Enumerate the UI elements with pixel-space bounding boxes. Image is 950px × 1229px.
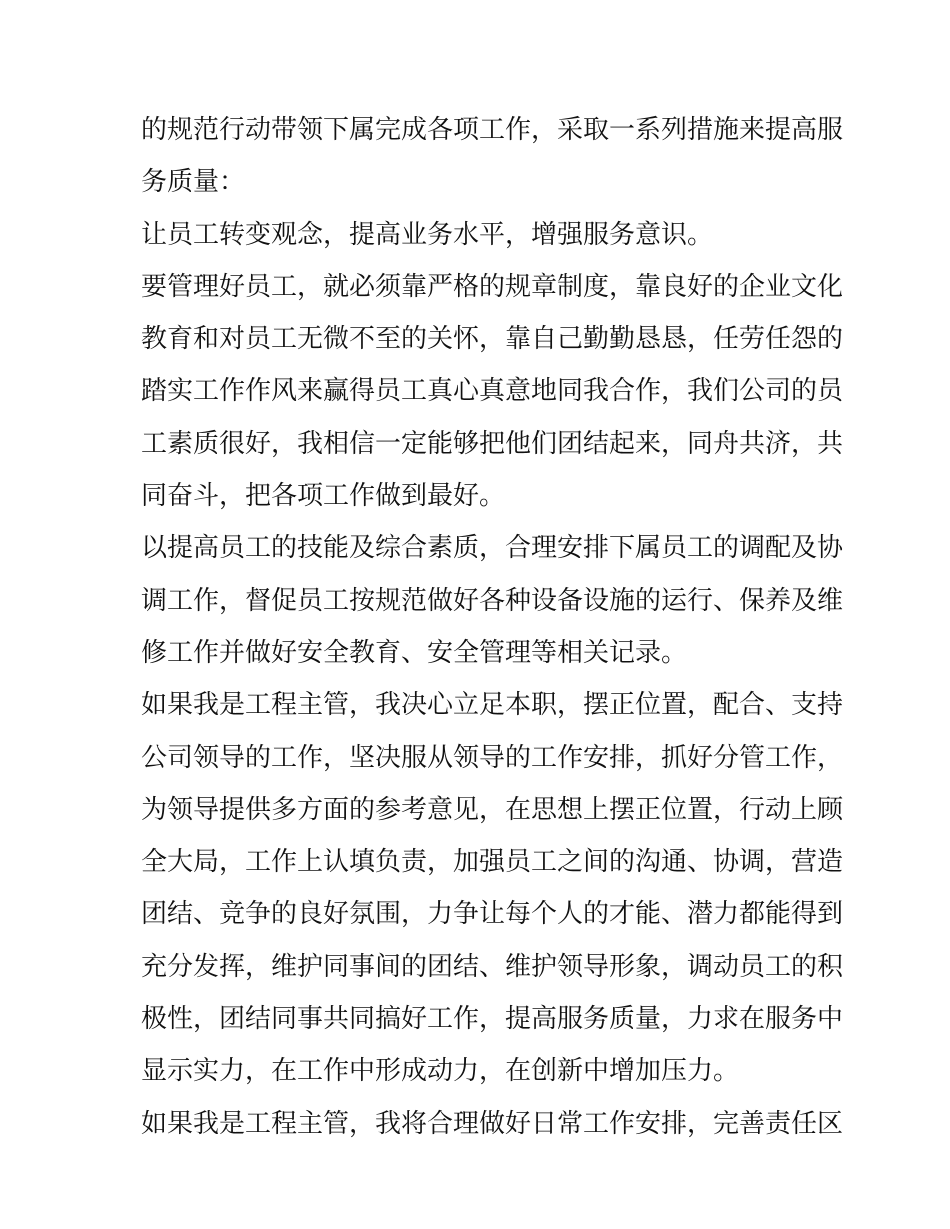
text-line: 全大局，工作上认填负责，加强员工之间的沟通、协调，营造 — [141, 847, 844, 878]
text-line: 显示实力，在工作中形成动力，在创新中增加压力。 — [141, 1056, 740, 1087]
text-line: 要管理好员工，就必须靠严格的规章制度，靠良好的企业文化 — [141, 271, 844, 302]
text-line: 如果我是工程主管，我决心立足本职，摆正位置，配合、支持 — [141, 690, 844, 721]
text-line: 如果我是工程主管，我将合理做好日常工作安排，完善责任区 — [141, 1108, 844, 1139]
text-line: 调工作，督促员工按规范做好各种设备设施的运行、保养及维 — [141, 585, 844, 616]
text-line: 团结、竞争的良好氛围，力争让每个人的才能、潜力都能得到 — [141, 899, 844, 930]
text-line: 公司领导的工作，坚决服从领导的工作安排，抓好分管工作， — [141, 742, 844, 773]
document-body — [141, 104, 844, 1150]
text-line: 踏实工作作风来赢得员工真心真意地同我合作，我们公司的员 — [141, 376, 844, 407]
text-line: 教育和对员工无微不至的关怀，靠自己勤勤恳恳，任劳任怨的 — [141, 324, 844, 355]
text-line: 为领导提供多方面的参考意见，在思想上摆正位置，行动上顾 — [141, 794, 844, 825]
text-line: 务质量： — [141, 167, 246, 198]
text-line: 同奋斗，把各项工作做到最好。 — [141, 481, 506, 512]
text-line: 以提高员工的技能及综合素质，合理安排下属员工的调配及协 — [141, 533, 844, 564]
text-line: 极性，团结同事共同搞好工作，提高服务质量，力求在服务中 — [141, 1004, 844, 1035]
text-line: 充分发挥，维护同事间的团结、维护领导形象，调动员工的积 — [141, 951, 844, 982]
text-line: 修工作并做好安全教育、安全管理等相关记录。 — [141, 637, 688, 668]
text-line: 工素质很好，我相信一定能够把他们团结起来，同舟共济，共 — [141, 428, 844, 459]
text-line: 让员工转变观念，提高业务水平，增强服务意识。 — [141, 219, 714, 250]
text-line: 的规范行动带领下属完成各项工作，采取一系列措施来提高服 — [141, 115, 844, 145]
